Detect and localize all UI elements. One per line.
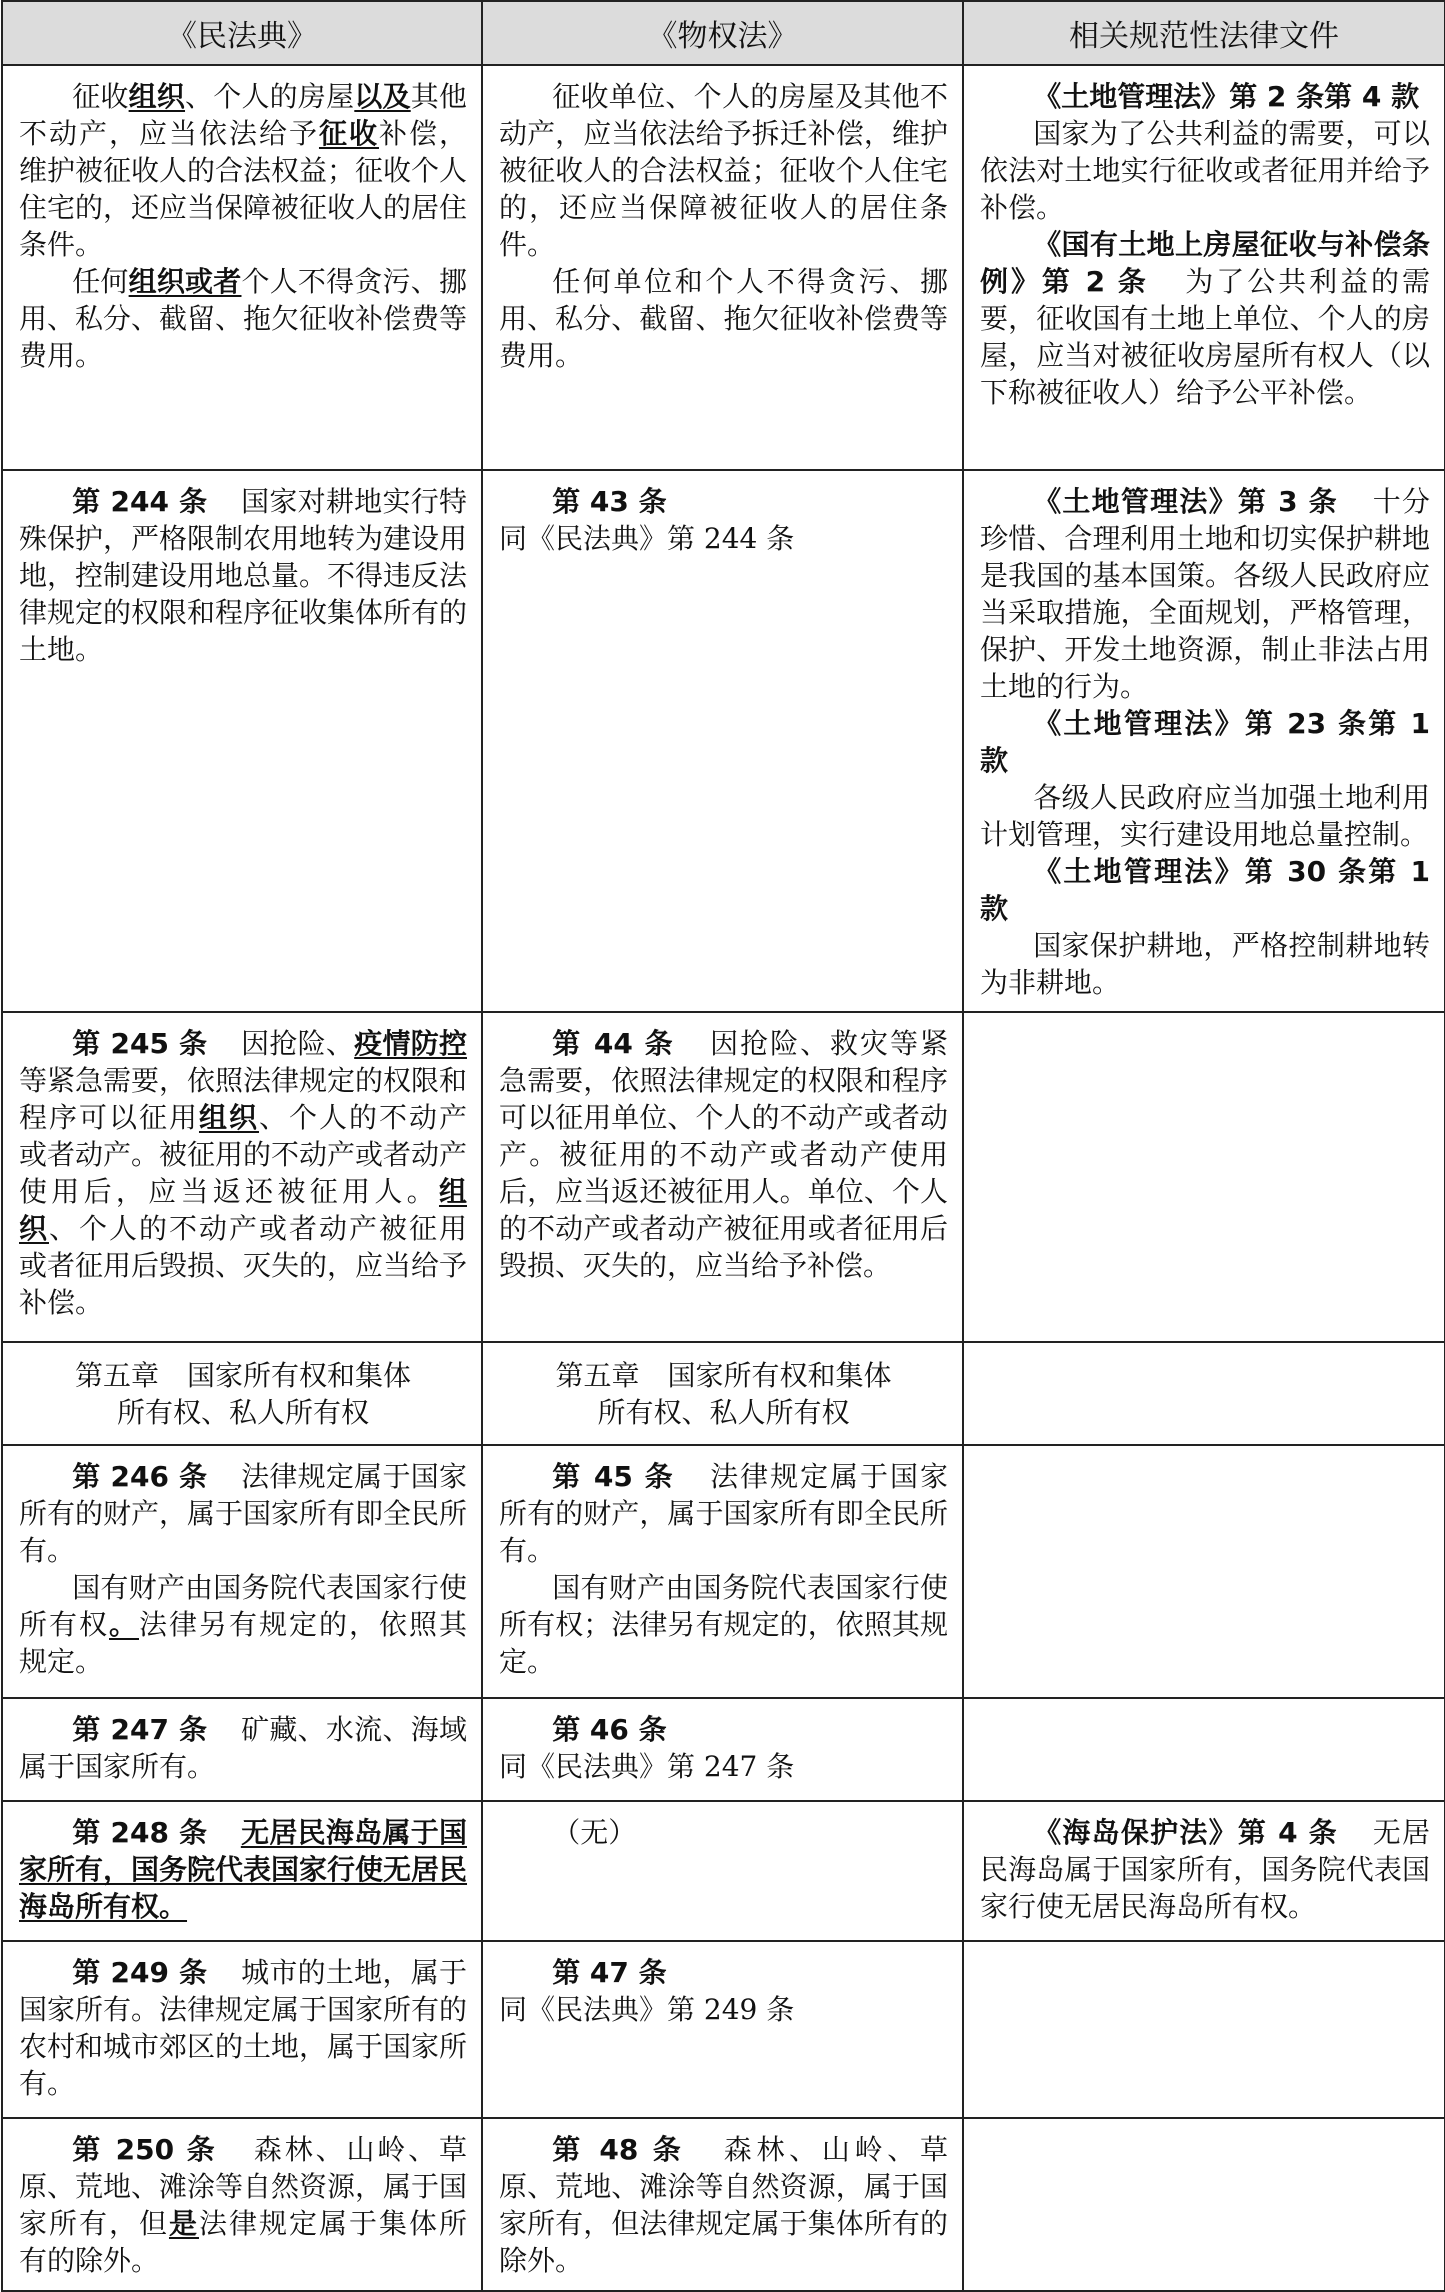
civil-code-cell (2, 1698, 482, 1801)
paragraph: 同《民法典》第 249 条 (499, 1993, 795, 2026)
paragraph: 同《民法典》第 244 条 (499, 522, 795, 555)
article-number: 第 244 条 (72, 485, 208, 518)
article-number: 第 48 条 (552, 2133, 686, 2166)
civil-code-cell (2, 470, 482, 1012)
doc-heading: 《土地管理法》第 2 条第 4 款 (1033, 80, 1420, 113)
paragraph: 《土地管理法》第 3 条 十分珍惜、合理利用土地和切实保护耕地是我国的基本国策。各级人民政府应当采取措施，全面规划，严格管理，保护、开发土地资源，制止非法占用土地的行为。 (980, 485, 1430, 703)
paragraph: 任何单位和个人不得贪污、挪用、私分、截留、拖欠征收补偿费等费用。 (499, 265, 948, 372)
amended-text: 组织 (128, 80, 186, 113)
header-property-law: 《物权法》 (482, 1, 963, 65)
related-docs-cell (963, 1012, 1445, 1342)
chapter-title: 第五章 国家所有权和集体 (74, 1359, 411, 1392)
civil-code-chapter-cell (2, 1342, 482, 1445)
paragraph: 任何组织或者个人不得贪污、挪用、私分、截留、拖欠征收补偿费等费用。 (19, 265, 468, 372)
chapter-title: 所有权、私人所有权 (116, 1396, 369, 1429)
property-law-cell (482, 1445, 963, 1698)
related-docs-cell (963, 1941, 1445, 2118)
table-row (2, 1012, 1445, 1342)
civil-code-cell (2, 1445, 482, 1698)
table-row (2, 65, 1445, 470)
paragraph: 征收组织、个人的房屋以及其他不动产，应当依法给予征收补偿，维护被征收人的合法权益；征收个人住宅的，还应当保障被征收人的居住条件。 (19, 80, 468, 261)
paragraph: 第 48 条 森林、山岭、草原、荒地、滩涂等自然资源，属于国家所有，但法律规定属于集体所有的除外。 (499, 2133, 948, 2277)
article-number: 第 248 条 (72, 1816, 208, 1849)
table-row (2, 470, 1445, 1012)
article-number: 第 47 条 (552, 1956, 667, 1989)
civil-code-cell (2, 1801, 482, 1941)
property-law-cell (482, 2118, 963, 2291)
related-docs-cell (963, 1445, 1445, 1698)
civil-code-cell (2, 2118, 482, 2291)
doc-heading: 《土地管理法》第 23 条第 1 款 (980, 707, 1430, 777)
amended-text: 。 (159, 1890, 188, 1923)
doc-heading: 《土地管理法》第 30 条第 1 款 (980, 855, 1430, 925)
paragraph: 第 244 条 国家对耕地实行特殊保护，严格限制农用地转为建设用地，控制建设用地总量。不得违反法律规定的权限和程序征收集体所有的土地。 (19, 485, 468, 666)
table-row (2, 1698, 1445, 1801)
related-docs-cell (963, 2118, 1445, 2291)
paragraph: 国有财产由国务院代表国家行使所有权。法律另有规定的，依照其规定。 (19, 1571, 467, 1678)
article-number: 第 45 条 (552, 1460, 675, 1493)
civil-code-cell (2, 1941, 482, 2118)
paragraph: 第 246 条 法律规定属于国家所有的财产，属于国家所有即全民所有。 (19, 1460, 468, 1567)
amended-text: 疫情防控 (354, 1027, 467, 1060)
table-row (2, 2118, 1445, 2291)
amended-text: 组织或者 (128, 265, 242, 298)
property-law-cell (482, 1941, 963, 2118)
chapter-title: 所有权、私人所有权 (597, 1396, 850, 1429)
amended-text: 组织 (19, 1175, 467, 1245)
article-number: 第 46 条 (552, 1713, 667, 1746)
paragraph (499, 1954, 948, 1991)
law-comparison-table (1, 0, 1445, 2292)
paragraph (499, 483, 948, 520)
header-row (2, 1, 1445, 65)
related-docs-cell (963, 470, 1445, 1012)
property-law-cell (482, 65, 963, 470)
article-number: 第 249 条 (72, 1956, 208, 1989)
chapter-title: 第五章 国家所有权和集体 (555, 1359, 892, 1392)
header-civil-code: 《民法典》 (2, 1, 482, 65)
civil-code-cell (2, 65, 482, 470)
amended-text: 是 (168, 2207, 199, 2240)
paragraph: 第 249 条 城市的土地，属于国家所有。法律规定属于国家所有的农村和城市郊区的土地，属于国家所有。 (19, 1956, 468, 2100)
article-number: 第 44 条 (552, 1027, 675, 1060)
paragraph: 第 245 条 因抢险、疫情防控等紧急需要，依照法律规定的权限和程序可以征用组织、个人的不动产或者动产。被征用的不动产或者动产使用后，应当返还被征用人。组织、个人的不动产或者动产被征用或者征用后毁损、灭失的，应当给予补偿。 (19, 1027, 468, 1319)
related-docs-cell (963, 1698, 1445, 1801)
property-law-cell (482, 1698, 963, 1801)
paragraph: 《海岛保护法》第 4 条 无居民海岛属于国家所有，国务院代表国家行使无居民海岛所有权。 (980, 1816, 1430, 1923)
paragraph: 同《民法典》第 247 条 (499, 1750, 795, 1783)
amended-text: 组织 (198, 1101, 259, 1134)
article-number: 第 245 条 (72, 1027, 208, 1060)
amended-text: 征收 (318, 117, 379, 150)
paragraph: 《国有土地上房屋征收与补偿条例》第 2 条 为了公共利益的需要，征收国有土地上单位、个人的房屋，应当对被征收房屋所有权人（以下称被征收人）给予公平补偿。 (980, 228, 1430, 409)
paragraph (19, 1814, 467, 1925)
table-row (2, 1801, 1445, 1941)
table-row (2, 1941, 1445, 2118)
chapter-row (2, 1342, 1445, 1445)
property-law-cell (482, 1801, 963, 1941)
paragraph: 第 250 条 森林、山岭、草原、荒地、滩涂等自然资源，属于国家所有，但是法律规定属于集体所有的除外。 (19, 2133, 468, 2277)
amended-text: 以及 (354, 80, 411, 113)
related-docs-cell (963, 1801, 1445, 1941)
paragraph: 各级人民政府应当加强土地利用计划管理，实行建设用地总量控制。 (980, 781, 1430, 851)
civil-code-cell (2, 1012, 482, 1342)
related-docs-cell (963, 1342, 1445, 1445)
property-law-cell (482, 1012, 963, 1342)
paragraph: 国家保护耕地，严格控制耕地转为非耕地。 (980, 929, 1430, 999)
property-law-chapter-cell (482, 1342, 963, 1445)
header-related-docs: 相关规范性法律文件 (963, 1, 1445, 65)
paragraph: 国有财产由国务院代表国家行使所有权；法律另有规定的，依照其规定。 (499, 1571, 948, 1678)
amended-text: 无居民海岛属于国家所有，国务院代表国家行使无居民海岛所有权 (19, 1816, 468, 1923)
table-row (2, 1445, 1445, 1698)
amended-text: 。 (109, 1608, 139, 1641)
paragraph: 征收单位、个人的房屋及其他不动产，应当依法给予拆迁补偿，维护被征收人的合法权益；征收个人住宅的，还应当保障被征收人的居住条件。 (499, 80, 948, 261)
article-number: 第 247 条 (72, 1713, 208, 1746)
paragraph: 第 247 条 矿藏、水流、海域属于国家所有。 (19, 1713, 467, 1783)
article-number: 第 250 条 (72, 2133, 218, 2166)
property-law-cell (482, 470, 963, 1012)
paragraph: 国家为了公共利益的需要，可以依法对土地实行征收或者征用并给予补偿。 (980, 117, 1430, 224)
article-number: 第 43 条 (552, 485, 667, 518)
paragraph: 第 44 条 因抢险、救灾等紧急需要，依照法律规定的权限和程序可以征用单位、个人的不动产或者动产。被征用的不动产或者动产使用后，应当返还被征用人。单位、个人的不动产或者动产被征用或者征用后毁损、灭失的，应当给予补偿。 (499, 1027, 948, 1282)
paragraph: 第 45 条 法律规定属于国家所有的财产，属于国家所有即全民所有。 (499, 1460, 948, 1567)
paragraph: （无） (552, 1816, 637, 1849)
paragraph (499, 1711, 948, 1748)
article-number: 第 246 条 (72, 1460, 208, 1493)
related-docs-cell (963, 65, 1445, 470)
